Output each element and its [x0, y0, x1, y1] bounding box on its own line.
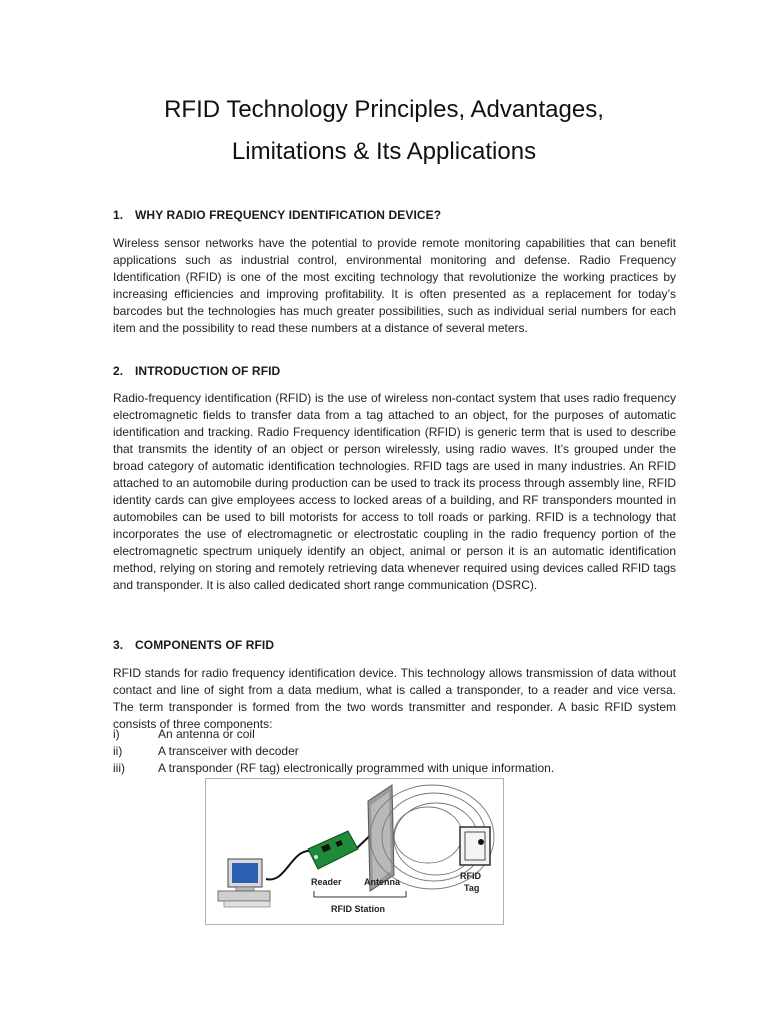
section-1-number: 1.: [113, 208, 124, 222]
figure-label-station: RFID Station: [331, 904, 385, 914]
section-2-number: 2.: [113, 364, 124, 378]
rfid-tag-icon: [460, 827, 490, 865]
list-item: [113, 743, 676, 760]
section-3-heading: [113, 638, 274, 652]
list-marker: ii): [113, 744, 123, 758]
section-3-title: COMPONENTS OF RFID: [135, 638, 275, 652]
section-2-title: INTRODUCTION OF RFID: [135, 364, 281, 378]
list-item: [113, 726, 676, 743]
figure-label-tag-line2: Tag: [464, 883, 480, 893]
list-marker: iii): [113, 761, 125, 775]
section-2-heading: [113, 364, 280, 378]
list-item: [113, 760, 676, 777]
list-text: A transponder (RF tag) electronically programmed with unique information.: [158, 761, 555, 775]
components-list: [113, 726, 676, 777]
reader-board-icon: [308, 831, 358, 869]
figure-label-tag-line1: RFID: [460, 871, 481, 881]
figure-label-reader: Reader: [311, 877, 342, 887]
list-text: A transceiver with decoder: [158, 744, 299, 758]
rfid-system-figure: [205, 778, 504, 925]
section-1-title: WHY RADIO FREQUENCY IDENTIFICATION DEVICE?: [135, 208, 442, 222]
list-marker: i): [113, 727, 120, 741]
section-3-paragraph: RFID stands for radio frequency identification device. This technology allows transmission of data without contact and line of sight from a data medium, what is called a transponder, to a reader and vice versa. The term transponder is formed from the two words transmitter and responder. A basic RFID system consists of three components:: [113, 666, 676, 731]
document-title-line-2: Limitations & Its Applications: [231, 138, 537, 165]
section-1-heading: [113, 208, 441, 222]
section-1-paragraph: Wireless sensor networks have the potential to provide remote monitoring capabilities that can benefit applications such as industrial control, environmental monitoring and defense. Radio Frequency Identification (RFID) is one of the most exciting technology that revolutionize the working practices by increasing efficiencies and improving profitability. It is often presented as a replacement for today’s barcodes but the technologies has much greater possibilities, such as individual serial numbers for each item and the possibility to read these numbers at a distance of several meters.: [113, 236, 676, 335]
section-2-paragraph: Radio-frequency identification (RFID) is the use of wireless non-contact system that uses radio frequency electromagnetic fields to transfer data from a tag attached to an object, for the purposes of automatic identification and tracking. Radio Frequency identification (RFID) is generic term that is used to describe that transmits the identity of an object or person wirelessly, using radio waves. It’s grouped under the broad category of automatic identification technologies. RFID tags are used in many industries. An RFID attached to an automobile during production can be used to track its process through assembly line, RFID identity cards can give employees access to locked areas of a building, and RF transponders mounted in automobiles can be used to bill motorists for access to toll roads or parking. RFID is a technology that incorporates the use of electromagnetic or electrostatic coupling in the radio frequency portion of the electromagnetic spectrum uniquely identify an object, animal or person it is an automatic identification method, relying on storing and remotely retrieving data whenever required using devices called RFID tags and transponder. It is also called dedicated short range communication (DSRC).: [113, 391, 676, 592]
computer-icon: [218, 859, 270, 907]
section-3-number: 3.: [113, 638, 124, 652]
document-title-line-1: RFID Technology Principles, Advantages,: [164, 96, 604, 123]
figure-label-antenna: Antenna: [364, 877, 400, 887]
list-text: An antenna or coil: [158, 727, 255, 741]
